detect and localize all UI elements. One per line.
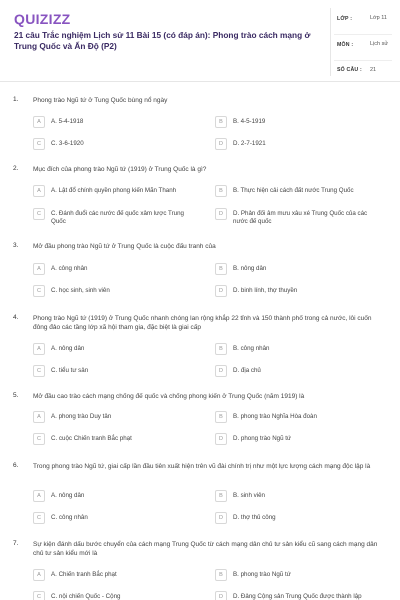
option-text: B. phong trào Nghĩa Hòa đoàn: [233, 412, 317, 420]
option-text: C. Đánh đuổi các nước đế quốc xâm lược Trung Quốc: [51, 209, 184, 225]
question-text: Mở đầu phong trào Ngũ tứ ở Trung Quốc là cuộc đấu tranh của: [33, 243, 216, 250]
option-letter-box: D: [215, 512, 227, 524]
worksheet-header: [0, 0, 400, 82]
answer-option-a[interactable]: [33, 411, 191, 423]
answer-option-b[interactable]: [215, 185, 373, 197]
option-letter-box: B: [215, 263, 227, 275]
option-letter-box: D: [215, 591, 227, 600]
option-text: D. Phản đối âm mưu xâu xé Trung Quốc của các nước đế quốc: [233, 209, 368, 225]
option-letter-box: D: [215, 208, 227, 220]
answer-option-a[interactable]: [33, 490, 191, 502]
option-letter-box: B: [215, 343, 227, 355]
option-letter-box: A: [33, 411, 45, 423]
option-text: B. phong trào Ngũ tứ: [233, 570, 291, 578]
meta-separator: [334, 34, 392, 35]
answer-option-b[interactable]: [215, 569, 373, 581]
answer-option-d[interactable]: [215, 591, 373, 600]
option-text: B. nông dân: [233, 264, 267, 272]
question-number: 7.: [13, 540, 19, 547]
question-number: 2.: [13, 165, 19, 172]
option-text: A. nông dân: [51, 491, 85, 499]
answer-option-c[interactable]: [33, 208, 191, 227]
option-letter-box: D: [215, 138, 227, 150]
meta-separator: [334, 60, 392, 61]
option-text: A. phong trào Duy tân: [51, 412, 112, 420]
option-text: A. nông dân: [51, 344, 85, 352]
option-letter-box: C: [33, 591, 45, 600]
answer-option-a[interactable]: [33, 185, 191, 197]
question-number: 5.: [13, 392, 19, 399]
option-letter-box: B: [215, 116, 227, 128]
answer-option-a[interactable]: [33, 116, 191, 128]
option-text: D. binh lính, thợ thuyền: [233, 286, 298, 294]
question-text: Phong trào Ngũ tứ ở Tung Quốc bùng nổ ngày: [33, 97, 168, 104]
option-letter-box: C: [33, 365, 45, 377]
option-text: C. cuộc Chiến tranh Bắc phạt: [51, 434, 132, 442]
option-letter-box: D: [215, 285, 227, 297]
option-letter-box: A: [33, 185, 45, 197]
answer-option-c[interactable]: [33, 285, 191, 297]
option-text: C. nội chiến Quốc - Cộng: [51, 592, 121, 600]
option-letter-box: A: [33, 569, 45, 581]
answer-option-d[interactable]: [215, 138, 373, 150]
option-letter-box: B: [215, 569, 227, 581]
question-number: 6.: [13, 462, 19, 469]
option-letter-box: C: [33, 208, 45, 220]
option-letter-box: A: [33, 490, 45, 502]
option-text: C. học sinh, sinh viên: [51, 286, 110, 294]
question-text: Mở đầu cao trào cách mạng chống đế quốc và chống phong kiến ở Trung Quốc (năm 1919) là: [33, 393, 305, 400]
subject-value: Lịch sử: [370, 41, 389, 47]
grade-label: LỚP :: [337, 16, 353, 22]
answer-option-c[interactable]: [33, 433, 191, 445]
question-text: Phong trào Ngũ tứ (1919) ở Trung Quốc nhanh chóng lan rộng khắp 22 tỉnh và 150 thành phố trong cả nước, lôi cuốn đông đảo các tầng lớp xã hội tham gia, đặc biệt là giai cấp: [33, 315, 372, 331]
answer-option-d[interactable]: [215, 433, 373, 445]
answer-option-b[interactable]: [215, 490, 373, 502]
meta-divider: [330, 8, 331, 76]
answer-option-c[interactable]: [33, 591, 191, 600]
quizizz-logo: QUIZIZZ: [14, 11, 71, 27]
option-text: B. Thực hiện cải cách đất nước Trung Quốc: [233, 186, 354, 194]
answer-option-d[interactable]: [215, 512, 373, 524]
option-text: A. công nhân: [51, 264, 88, 272]
question-text: Sự kiện đánh dấu bước chuyển của cách mạng Trung Quốc từ cách mạng dân chủ tư sản kiểu cũ sang cách mạng dân chủ tư sản kiểu mới là: [33, 541, 378, 557]
option-text: C. tiểu tư sản: [51, 366, 89, 374]
option-letter-box: B: [215, 185, 227, 197]
option-text: D. thợ thủ công: [233, 513, 276, 521]
option-letter-box: C: [33, 138, 45, 150]
option-letter-box: B: [215, 490, 227, 502]
answer-option-b[interactable]: [215, 411, 373, 423]
option-text: A. 5-4-1918: [51, 117, 84, 125]
option-text: D. phong trào Ngũ tứ: [233, 434, 292, 442]
question-number: 4.: [13, 314, 19, 321]
option-letter-box: D: [215, 365, 227, 377]
option-text: D. 2-7-1921: [233, 139, 266, 147]
option-letter-box: C: [33, 433, 45, 445]
count-label: SỐ CÂU :: [337, 67, 362, 73]
count-value: 21: [370, 67, 377, 73]
option-text: C. 3-6-1920: [51, 139, 84, 147]
option-letter-box: B: [215, 411, 227, 423]
answer-option-c[interactable]: [33, 365, 191, 377]
answer-option-c[interactable]: [33, 138, 191, 150]
answer-option-b[interactable]: [215, 263, 373, 275]
option-letter-box: A: [33, 116, 45, 128]
question-number: 3.: [13, 242, 19, 249]
question-number: 1.: [13, 96, 19, 103]
option-text: D. địa chủ: [233, 366, 261, 374]
option-text: C. công nhân: [51, 513, 88, 521]
option-text: A. Lật đổ chính quyền phong kiến Mãn Thanh: [51, 186, 177, 194]
option-letter-box: C: [33, 512, 45, 524]
grade-value: Lớp 11: [370, 15, 387, 21]
question-text: Mục đích của phong trào Ngũ tứ (1919) ở Trung Quốc là gì?: [33, 166, 207, 173]
answer-option-b[interactable]: [215, 343, 373, 355]
answer-option-d[interactable]: [215, 285, 373, 297]
option-letter-box: D: [215, 433, 227, 445]
answer-option-d[interactable]: [215, 208, 373, 227]
subject-label: MÔN :: [337, 42, 354, 48]
option-text: B. 4-5-1919: [233, 117, 266, 125]
answer-option-a[interactable]: [33, 569, 191, 581]
option-letter-box: A: [33, 263, 45, 275]
option-letter-box: C: [33, 285, 45, 297]
question-text: Trong phong trào Ngũ tứ, giai cấp lần đầu tiên xuất hiện trên vũ đài chính trị như một lực lượng cách mạng độc lập là: [33, 463, 371, 470]
answer-option-c[interactable]: [33, 512, 191, 524]
answer-option-b[interactable]: [215, 116, 373, 128]
option-text: D. Đảng Cộng sản Trung Quốc được thành lập: [233, 592, 362, 600]
option-text: B. sinh viên: [233, 491, 265, 499]
option-letter-box: A: [33, 343, 45, 355]
page-title: 21 câu Trắc nghiệm Lịch sử 11 Bài 15 (có đáp án): Phong trào cách mạng ở Trung Quốc và Ấn Độ (P2): [14, 30, 311, 51]
option-text: B. công nhân: [233, 344, 270, 352]
answer-option-a[interactable]: [33, 263, 191, 275]
option-text: A. Chiến tranh Bắc phạt: [51, 570, 117, 578]
answer-option-a[interactable]: [33, 343, 191, 355]
answer-option-d[interactable]: [215, 365, 373, 377]
